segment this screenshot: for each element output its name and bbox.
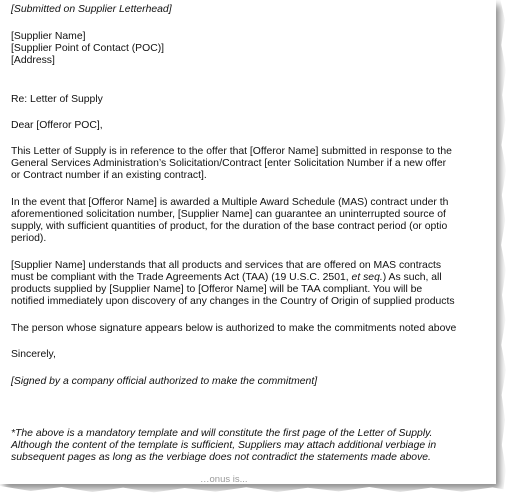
salutation: Dear [Offeror POC], xyxy=(11,120,103,131)
subject-line: Re: Letter of Supply xyxy=(11,94,103,105)
torn-right-edge xyxy=(495,0,513,500)
supplier-address-line: [Address] xyxy=(11,55,55,66)
paragraph2-line1: In the event that [Offeror Name] is awarded a Multiple Award Schedule (MAS) contract under th xyxy=(11,197,449,208)
paragraph2-line4: period). xyxy=(11,233,47,244)
paragraph1-line2: General Services Administration’s Solicitation/Contract [enter Solicitation Number if a new offer xyxy=(11,158,447,169)
authorization-paragraph: The person whose signature appears below is authorized to make the commitments noted above xyxy=(11,323,457,334)
paragraph2-line3: supply, with sufficient quantities of product, for the duration of the base contract period (or optio xyxy=(11,221,448,232)
paragraph3-line2 xyxy=(11,272,442,284)
et-seq-italic: et seq. xyxy=(351,272,383,283)
paragraph2-line2: aforementioned solicitation number, [Supplier Name] can guarantee an uninterrupted source of xyxy=(11,209,446,220)
paragraph3-line2-start: must be compliant with the Trade Agreements Act (TAA) (19 U.S.C. 2501, xyxy=(11,272,352,283)
letterhead-note: [Submitted on Supplier Letterhead] xyxy=(11,4,172,15)
footnote-line3: subsequent pages as long as the verbiage does not contradict the statements made above. xyxy=(11,452,431,463)
footnote-line2: Although the content of the template is sufficient, Suppliers may attach additional verbiage in xyxy=(11,440,437,451)
supplier-name-line: [Supplier Name] xyxy=(11,31,86,42)
paragraph3-line2-end: ) As such, all xyxy=(382,272,442,283)
signature-note: [Signed by a company official authorized to make the commitment] xyxy=(11,376,318,387)
paragraph3-line1: [Supplier Name] understands that all products and services that are offered on MAS contracts xyxy=(11,260,442,271)
paragraph3-line4: notified immediately upon discovery of any changes in the Country of Origin of supplied products xyxy=(11,296,455,307)
paragraph3-line3: products supplied by [Supplier Name] to [Offeror Name] will be TAA compliant. You will be xyxy=(11,284,423,295)
cut-off-text: …onus is... xyxy=(200,474,248,484)
paragraph1-line1: This Letter of Supply is in reference to the offer that [Offeror Name] submitted in response to the xyxy=(11,146,452,157)
supplier-poc-line: [Supplier Point of Contact (POC)] xyxy=(11,43,165,54)
closing: Sincerely, xyxy=(11,349,56,360)
footnote-line1: *The above is a mandatory template and will constitute the first page of the Letter of Supply. xyxy=(11,428,433,439)
paragraph1-line3: or Contract number if an existing contract]. xyxy=(11,170,207,181)
